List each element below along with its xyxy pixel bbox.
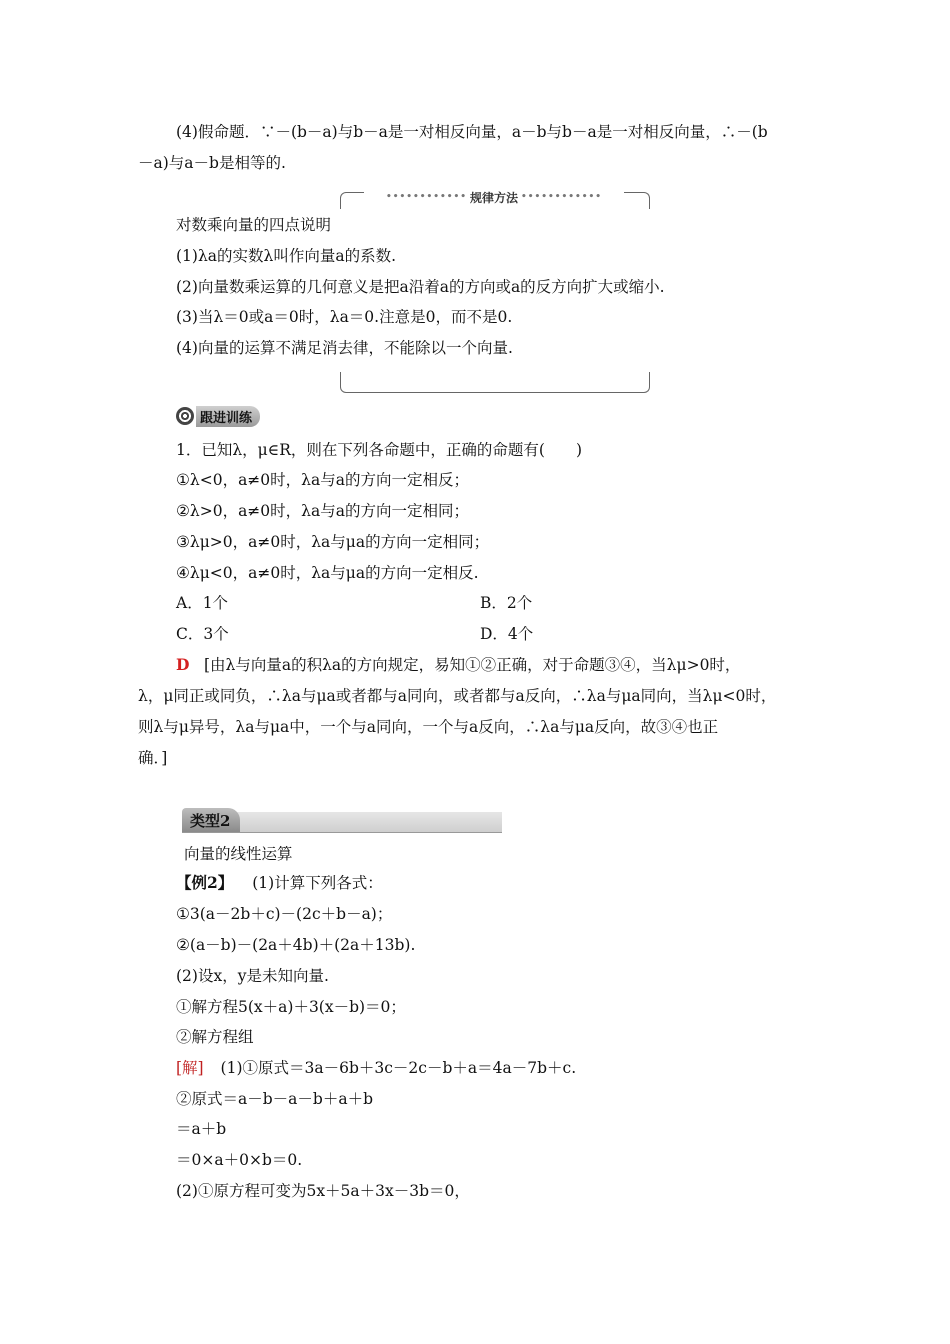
example-item: ②解方程组 <box>176 1028 254 1046</box>
option: ①λ<0，a≠0时，λa与a的方向一定相反； <box>176 471 469 489</box>
solution-text: (1)①原式＝3a－6b＋3c－2c－b＋a＝4a－7b＋c. <box>220 1059 577 1077</box>
solution-label: [解] <box>176 1059 204 1077</box>
choice-a: A．1个 <box>176 594 229 612</box>
rule-item: (1)λa的实数λ叫作向量a的系数. <box>176 247 397 265</box>
choice-d: D．4个 <box>480 625 534 643</box>
text-line: －a)与a－b是相等的. <box>138 154 286 172</box>
answer-line: λ，μ同正或同负，∴λa与μa或者都与a同向，或者都与a反向，∴λa与μa同向，当λμ<0时， <box>138 687 777 705</box>
choice-b: B．2个 <box>480 594 533 612</box>
rule-intro: 对数乘向量的四点说明 <box>176 216 332 234</box>
solution-line: ＝0×a＋0×b＝0. <box>176 1151 303 1169</box>
example-item: ②(a－b)－(2a＋4b)＋(2a＋13b). <box>176 936 416 954</box>
rule-item: (4)向量的运算不满足消去律，不能除以一个向量. <box>176 339 513 357</box>
rule-box-bottom-frame <box>340 372 650 393</box>
example-item: ①3(a－2b＋c)－(2c＋b－a)； <box>176 905 393 923</box>
option: ③λμ>0，a≠0时，λa与μa的方向一定相同； <box>176 533 490 551</box>
rule-method-title <box>364 187 624 207</box>
text-line: (4)假命题．∵－(b－a)与b－a是一对相反向量，a－b与b－a是一对相反向量，∴－(b <box>176 123 768 141</box>
type-tab: 类型2 <box>182 808 240 832</box>
solution-line: (2)①原方程可变为5x＋5a＋3x－3b＝0， <box>176 1182 470 1200</box>
example-item: ①解方程5(x＋a)＋3(x－b)＝0； <box>176 998 406 1016</box>
example-item: (2)设x，y是未知向量. <box>176 967 329 985</box>
dots-decoration: •••••••••••• <box>521 192 603 202</box>
question: 1．已知λ，μ∈R，则在下列各命题中，正确的命题有( ) <box>176 441 582 459</box>
option: ④λμ<0，a≠0时，λa与μa的方向一定相反. <box>176 564 479 582</box>
answer-letter: D <box>176 655 190 674</box>
answer-line: [由λ与向量a的积λa的方向规定，易知①②正确，对于命题③④，当λμ>0时， <box>204 656 741 674</box>
target-icon <box>176 407 194 425</box>
example-tag: 【例2】 <box>176 873 234 892</box>
example-text: (1)计算下列各式： <box>252 874 383 892</box>
dots-decoration: •••••••••••• <box>385 192 467 202</box>
rule-title-label: 规律方法 <box>469 190 518 205</box>
follow-practice-label <box>176 405 276 427</box>
choice-c: C．3个 <box>176 625 229 643</box>
example-label <box>176 873 383 893</box>
rule-item: (3)当λ＝0或a＝0时，λa＝0.注意是0，而不是0. <box>176 308 513 326</box>
solution-line: ②原式＝a－b－a－b＋a＋b <box>176 1090 373 1108</box>
solution-line: ＝a＋b <box>176 1120 227 1138</box>
answer-line: 则λ与μ异号，λa与μa中，一个与a同向，一个与a反向，∴λa与μa反向，故③④也正 <box>138 718 719 736</box>
answer-line: 确．] <box>138 749 168 767</box>
type-title: 向量的线性运算 <box>184 845 293 863</box>
option: ②λ>0，a≠0时，λa与a的方向一定相同； <box>176 502 469 520</box>
solution-line <box>176 1058 576 1078</box>
follow-text: 跟进训练 <box>196 406 260 427</box>
rule-item: (2)向量数乘运算的几何意义是把a沿着a的方向或a的反方向扩大或缩小. <box>176 278 665 296</box>
